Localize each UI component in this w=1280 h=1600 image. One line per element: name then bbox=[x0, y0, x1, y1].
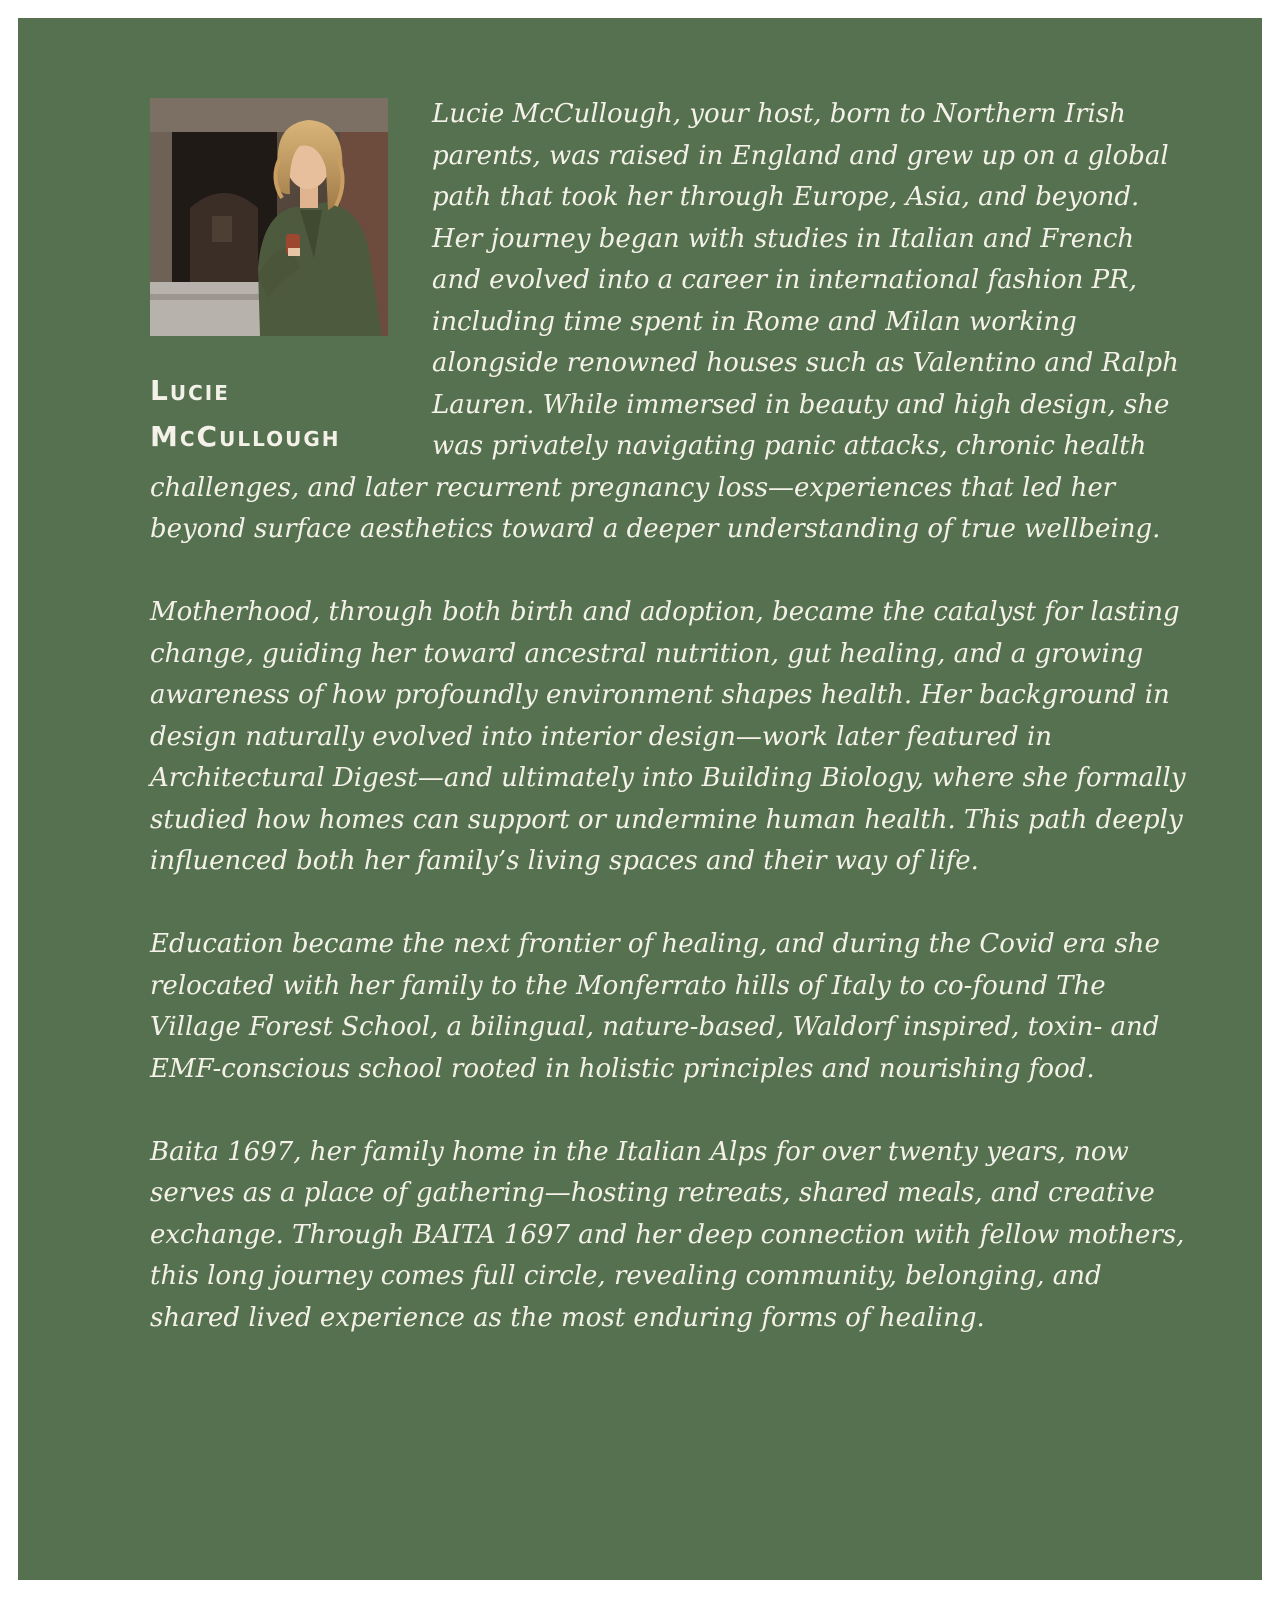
host-name bbox=[150, 368, 432, 460]
host-profile bbox=[150, 94, 432, 466]
host-name-last: McCullough bbox=[150, 420, 341, 453]
bio-paragraph-1: Lucie McCullough, your host, born to Northern Irish parents, was raised in England and grew up on a global path that took her through Europe, Asia, and beyond. Her journey began with studies in Italian and French and evolved into a career in international fashion PR, including time spent in Rome and Milan working alongside renowned houses such as Valentino and Ralph Lauren. While immersed in beauty and high design, she was privately navigating panic attacks, chronic health challenges, and later recurrent pregnancy loss—experiences that led her beyond surface aesthetics toward a deeper understanding of true wellbeing. bbox=[150, 99, 1179, 544]
bio-paragraph-4: Baita 1697, her family home in the Italian Alps for over twenty years, now serves as a place of gathering—hosting retreats, shared meals, and creative exchange. Through BAITA 1697 and her deep connection with fellow mothers, this long journey comes full circle, revealing community, belonging, and shared lived experience as the most enduring forms of healing. bbox=[150, 1136, 1185, 1333]
bio-paragraph-2: Motherhood, through both birth and adoption, became the catalyst for lasting change, guiding her toward ancestral nutrition, gut healing, and a growing awareness of how profoundly environment shapes health. Her background in design naturally evolved into interior design—work later featured in Architectural Digest—and ultimately into Building Biology, where she formally studied how homes can support or undermine human health. This path deeply influenced both her family’s living spaces and their way of life. bbox=[150, 597, 1186, 876]
host-photo bbox=[150, 98, 388, 336]
bio-content bbox=[150, 94, 1190, 1339]
bio-panel bbox=[18, 18, 1262, 1580]
bio-paragraph-3: Education became the next frontier of healing, and during the Covid era she relocated with her family to the Monferrato hills of Italy to co-found The Village Forest School, a bilingual, nature-based, Waldorf inspired, toxin- and EMF-conscious school rooted in holistic principles and nourishing food. bbox=[150, 929, 1160, 1084]
host-name-first: Lucie bbox=[150, 374, 230, 407]
